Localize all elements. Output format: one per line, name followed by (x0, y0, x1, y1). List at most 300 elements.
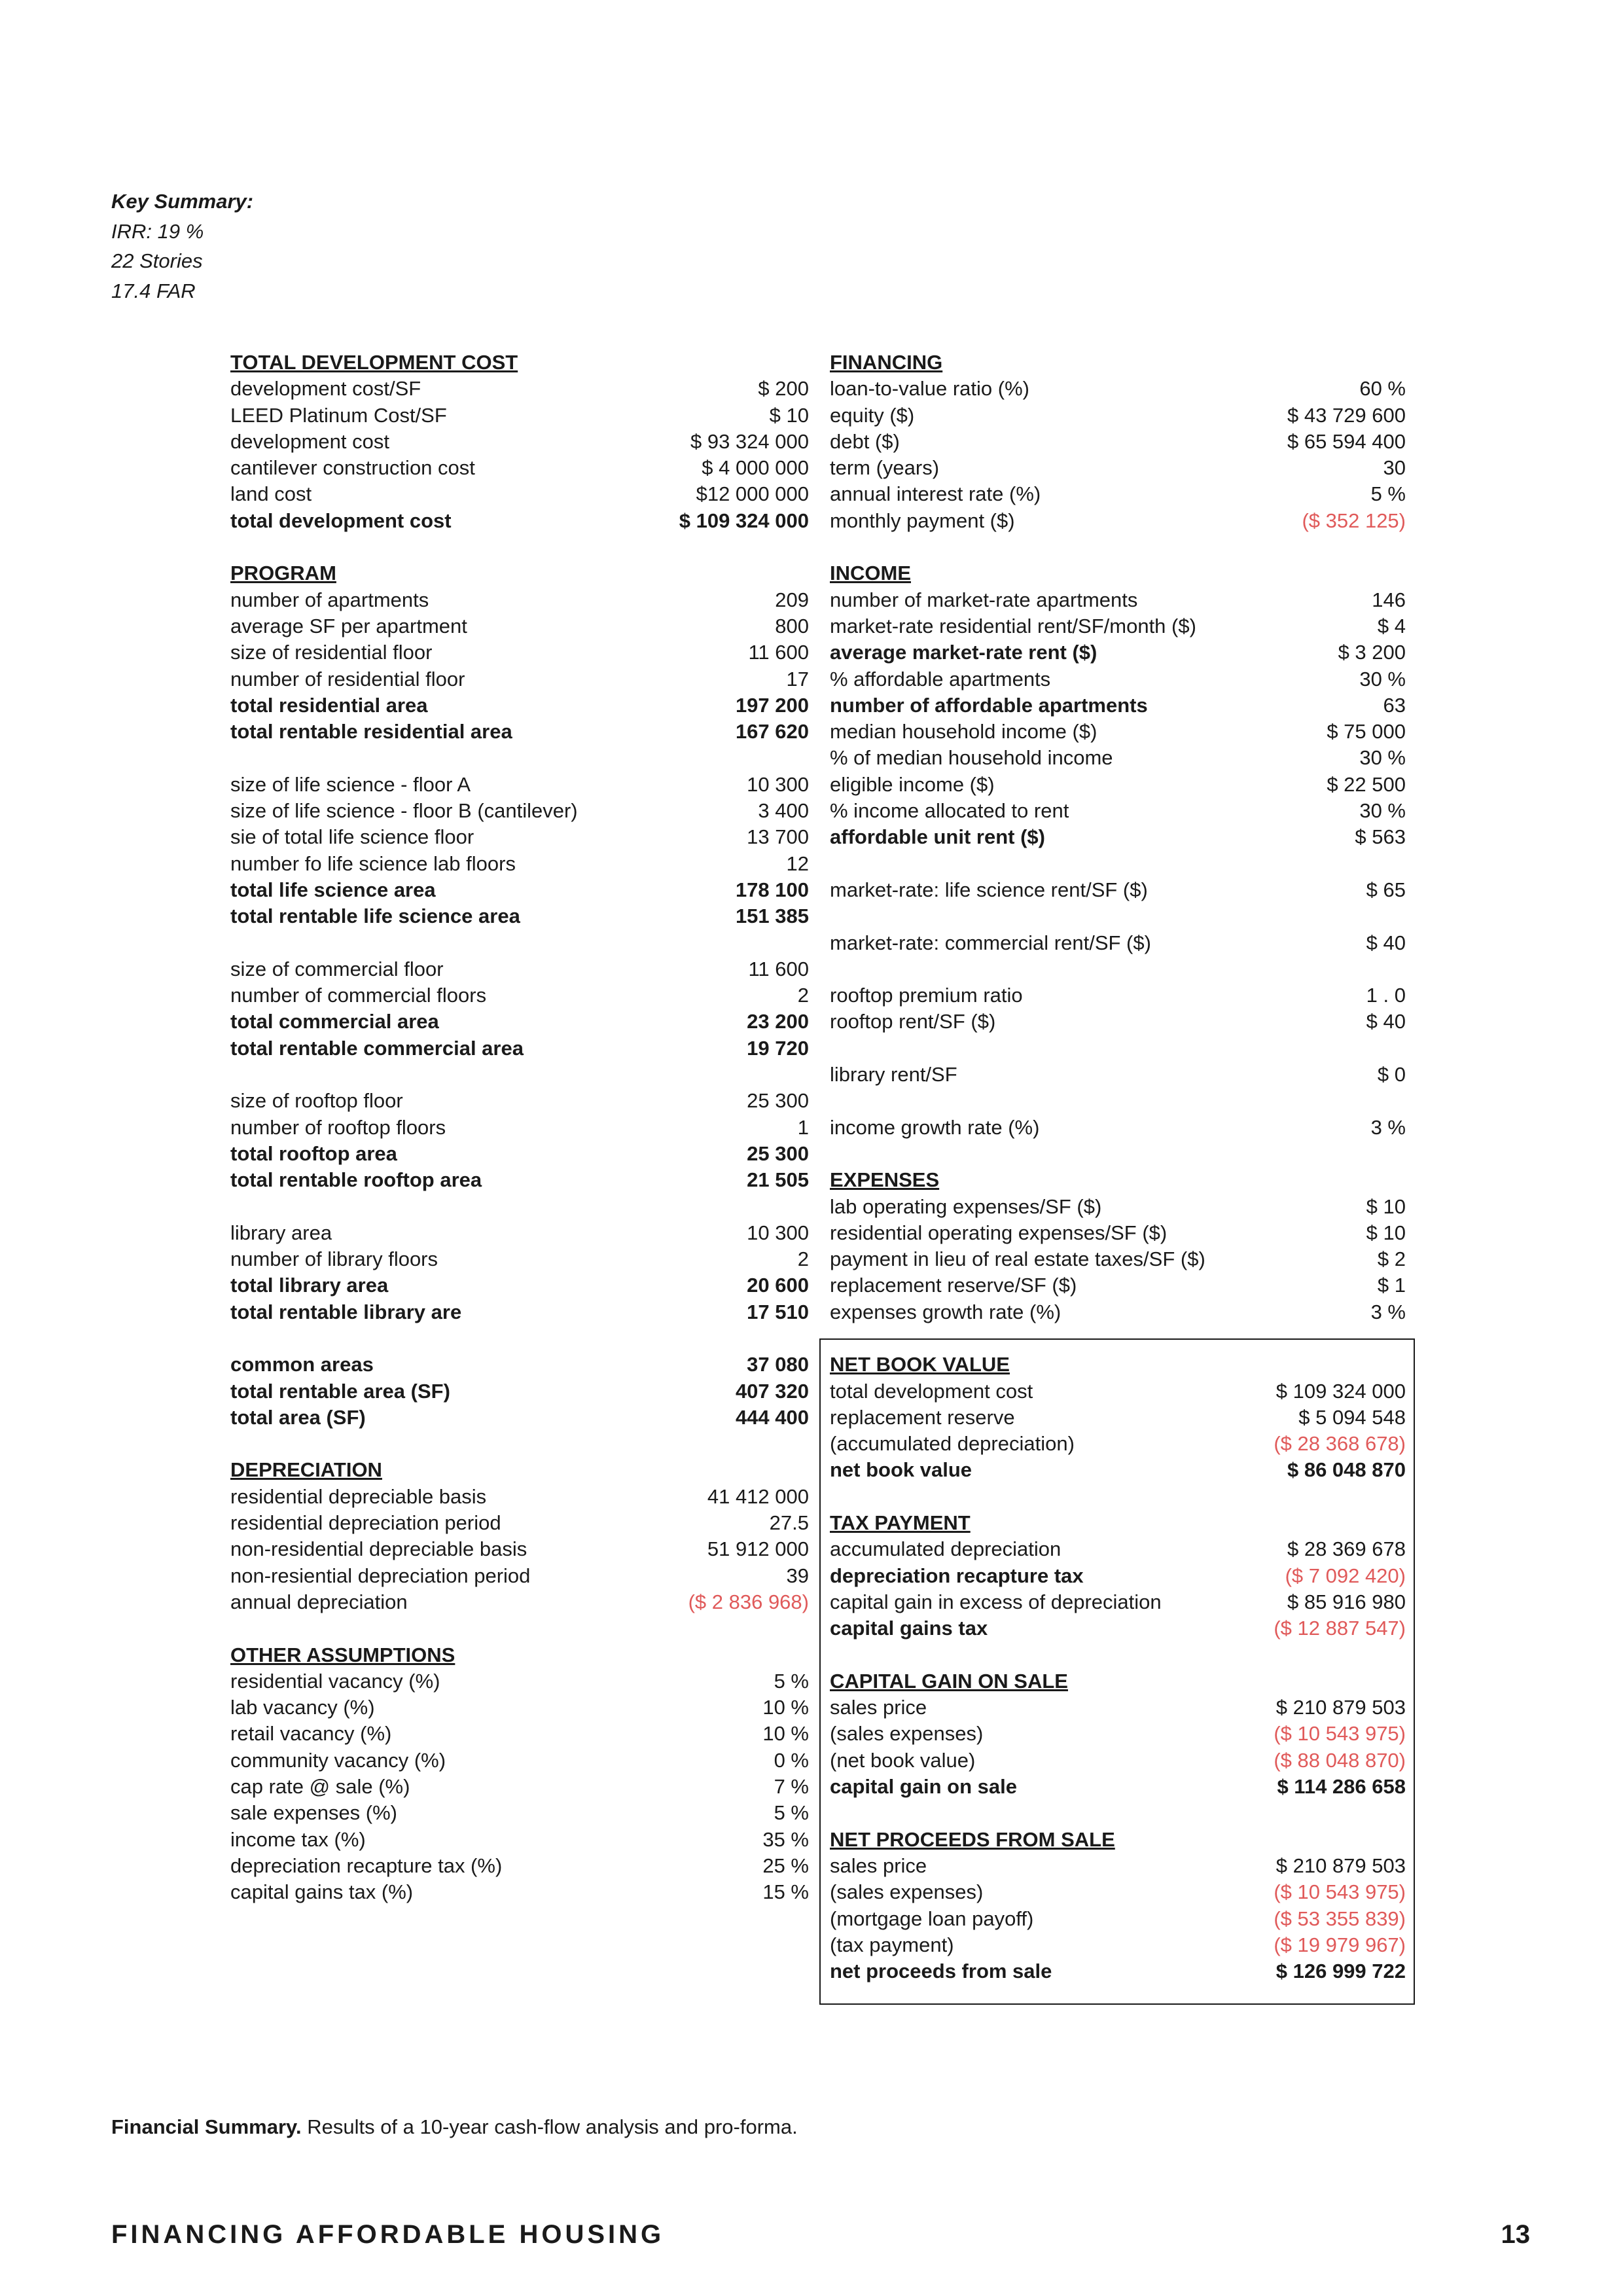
total-row (830, 1563, 1406, 1589)
data-row (230, 1536, 809, 1562)
total-row (230, 508, 809, 534)
data-row (830, 508, 1406, 534)
data-row (230, 851, 809, 877)
row-label: market-rate residential rent/SF/month ($) (830, 614, 1196, 637)
row-label: sales price (830, 1854, 927, 1877)
row-label: total residential area (230, 693, 428, 717)
data-row (830, 403, 1406, 429)
row-value: 51 912 000 (707, 1537, 809, 1561)
row-value: $ 1 (1377, 1274, 1406, 1297)
caption-bold: Financial Summary. (111, 2115, 302, 2138)
row-label: rooftop rent/SF ($) (830, 1010, 996, 1033)
row-value: $ 10 (769, 403, 809, 427)
row-label: loan-to-value ratio (%) (830, 377, 1029, 401)
row-value: 17 (786, 667, 809, 691)
spacer (230, 1431, 809, 1457)
row-value: $ 40 (1366, 1010, 1406, 1033)
spacer (830, 1800, 1406, 1826)
row-value: ($ 53 355 839) (1274, 1907, 1406, 1930)
row-label: size of residential floor (230, 641, 433, 664)
section-heading (230, 1642, 809, 1668)
spacer (230, 930, 809, 956)
row-label: capital gain in excess of depreciation (830, 1590, 1162, 1613)
data-row (230, 1589, 809, 1615)
row-value: 17 510 (747, 1300, 809, 1323)
key-summary-line: 22 Stories (111, 249, 203, 272)
row-label: capital gain on sale (830, 1775, 1017, 1799)
row-value: 5 % (774, 1801, 809, 1825)
data-row (830, 376, 1406, 402)
row-value: ($ 12 887 547) (1274, 1617, 1406, 1640)
right-column (830, 350, 1406, 1984)
data-row (830, 982, 1406, 1009)
section-heading-label: TAX PAYMENT (830, 1511, 971, 1535)
spacer (230, 534, 809, 560)
row-label: income tax (%) (230, 1827, 366, 1851)
row-label: depreciation recapture tax (830, 1564, 1084, 1587)
data-row (830, 1009, 1406, 1035)
figure-caption (111, 2115, 798, 2139)
key-summary-line: IRR: 19 % (111, 219, 204, 243)
row-label: % income allocated to rent (830, 799, 1069, 823)
data-row (830, 1194, 1406, 1220)
row-label: lab vacancy (%) (230, 1696, 375, 1719)
row-value: 41 412 000 (707, 1484, 809, 1508)
data-row (230, 1510, 809, 1536)
row-label: residential operating expenses/SF ($) (830, 1221, 1168, 1244)
section-heading (830, 1352, 1406, 1378)
data-row (830, 930, 1406, 956)
row-value: $ 86 048 870 (1287, 1458, 1406, 1482)
row-value: 35 % (762, 1827, 809, 1851)
row-label: residential vacancy (%) (230, 1669, 440, 1693)
data-row (230, 1668, 809, 1695)
row-value: 10 300 (747, 772, 809, 796)
row-label: monthly payment ($) (830, 509, 1015, 532)
section-heading-label: FINANCING (830, 351, 943, 374)
row-label: (mortgage loan payoff) (830, 1907, 1034, 1930)
row-label: annual interest rate (%) (830, 482, 1041, 506)
row-label: size of commercial floor (230, 957, 444, 980)
total-row (230, 903, 809, 929)
row-label: (tax payment) (830, 1933, 954, 1956)
data-row (830, 745, 1406, 771)
section-heading (830, 1510, 1406, 1536)
row-value: ($ 10 543 975) (1274, 1722, 1406, 1746)
data-row (230, 1721, 809, 1747)
row-label: size of life science - floor A (230, 772, 471, 796)
row-label: payment in lieu of real estate taxes/SF ($) (830, 1247, 1205, 1271)
row-label: non-resiential depreciation period (230, 1564, 531, 1587)
row-label: expenses growth rate (%) (830, 1300, 1061, 1323)
row-value: $ 210 879 503 (1275, 1854, 1406, 1877)
row-value: $ 4 (1377, 614, 1406, 637)
total-row (230, 1272, 809, 1299)
row-value: 209 (775, 588, 809, 611)
row-value: 25 300 (747, 1089, 809, 1113)
row-label: total rooftop area (230, 1141, 397, 1165)
row-label: cantilever construction cost (230, 456, 475, 480)
row-value: 7 % (774, 1775, 809, 1799)
row-value: $ 93 324 000 (690, 429, 809, 453)
spacer (830, 1035, 1406, 1062)
row-label: non-residential depreciable basis (230, 1537, 527, 1561)
section-heading-label: TOTAL DEVELOPMENT COST (230, 351, 518, 374)
row-value: 63 (1383, 693, 1406, 717)
data-row (830, 1062, 1406, 1088)
row-label: total rentable residential area (230, 720, 512, 744)
row-label: number of library floors (230, 1247, 438, 1271)
data-row (830, 772, 1406, 798)
row-label: number of apartments (230, 588, 429, 611)
page-number: 13 (1501, 2220, 1530, 2249)
row-value: 37 080 (747, 1353, 809, 1376)
row-value: 10 % (762, 1722, 809, 1746)
spacer (230, 745, 809, 771)
row-label: market-rate: commercial rent/SF ($) (830, 931, 1151, 954)
section-heading-label: OTHER ASSUMPTIONS (230, 1643, 455, 1666)
row-label: replacement reserve (830, 1405, 1015, 1429)
row-label: total rentable life science area (230, 905, 520, 928)
row-value: 444 400 (735, 1405, 809, 1429)
row-value: $ 109 324 000 (1275, 1379, 1406, 1403)
row-value: ($ 88 048 870) (1274, 1748, 1406, 1772)
data-row (830, 1853, 1406, 1879)
row-value: $ 85 916 980 (1287, 1590, 1406, 1613)
data-row (830, 877, 1406, 903)
spacer (830, 1088, 1406, 1114)
row-value: 167 620 (735, 720, 809, 744)
spacer (230, 1062, 809, 1088)
row-label: size of life science - floor B (cantilever) (230, 799, 578, 823)
row-label: common areas (230, 1353, 374, 1376)
row-value: 197 200 (735, 693, 809, 717)
row-label: (accumulated depreciation) (830, 1432, 1075, 1456)
total-row (230, 1167, 809, 1193)
row-label: income growth rate (%) (830, 1115, 1040, 1139)
row-value: $ 5 094 548 (1298, 1405, 1406, 1429)
data-row (230, 956, 809, 982)
row-label: total life science area (230, 878, 436, 901)
row-label: total rentable commercial area (230, 1036, 524, 1060)
data-row (830, 1589, 1406, 1615)
row-value: $ 4 000 000 (702, 456, 809, 480)
row-label: total development cost (230, 509, 452, 532)
row-value: 10 300 (747, 1221, 809, 1244)
total-row (830, 1774, 1406, 1800)
spacer (830, 534, 1406, 560)
row-label: development cost (230, 429, 389, 453)
row-label: number of rooftop floors (230, 1115, 446, 1139)
row-value: 11 600 (748, 957, 809, 980)
total-row (830, 1457, 1406, 1483)
row-value: 5 % (774, 1669, 809, 1693)
key-summary-title: Key Summary: (111, 190, 254, 213)
total-row (230, 1378, 809, 1405)
row-label: total area (SF) (230, 1405, 366, 1429)
data-row (230, 1695, 809, 1721)
row-value: ($ 10 543 975) (1274, 1880, 1406, 1904)
row-value: $ 109 324 000 (679, 509, 809, 532)
data-row (830, 1246, 1406, 1272)
row-value: 146 (1372, 588, 1406, 611)
row-label: number of affordable apartments (830, 693, 1148, 717)
spacer (830, 851, 1406, 877)
row-label: median household income ($) (830, 720, 1097, 744)
row-value: ($ 352 125) (1302, 509, 1406, 532)
spacer (230, 1615, 809, 1641)
data-row (230, 403, 809, 429)
row-value: $ 10 (1366, 1221, 1406, 1244)
row-value: $ 22 500 (1327, 772, 1406, 796)
row-label: lab operating expenses/SF ($) (830, 1194, 1102, 1218)
spacer (830, 1642, 1406, 1668)
row-label: size of rooftop floor (230, 1089, 403, 1113)
row-value: 27.5 (769, 1511, 809, 1535)
row-label: % of median household income (830, 746, 1113, 770)
row-value: 19 720 (747, 1036, 809, 1060)
section-heading-label: NET PROCEEDS FROM SALE (830, 1827, 1115, 1851)
row-label: % affordable apartments (830, 667, 1051, 691)
row-value: 30 % (1359, 667, 1406, 691)
row-label: replacement reserve/SF ($) (830, 1274, 1077, 1297)
row-value: $ 3 200 (1338, 641, 1406, 664)
data-row (230, 1748, 809, 1774)
data-row (830, 587, 1406, 613)
row-label: sales price (830, 1696, 927, 1719)
row-value: 39 (786, 1564, 809, 1587)
row-label: average SF per apartment (230, 614, 467, 637)
total-row (230, 1299, 809, 1325)
row-label: (sales expenses) (830, 1880, 984, 1904)
data-row (230, 1088, 809, 1114)
data-row (230, 1827, 809, 1853)
row-label: total library area (230, 1274, 389, 1297)
row-value: ($ 7 092 420) (1285, 1564, 1406, 1587)
row-value: $ 126 999 722 (1275, 1960, 1406, 1983)
row-value: $ 43 729 600 (1287, 403, 1406, 427)
row-label: number of commercial floors (230, 984, 487, 1007)
section-heading-label: DEPRECIATION (230, 1458, 382, 1482)
row-label: capital gains tax (830, 1617, 988, 1640)
row-value: 800 (775, 614, 809, 637)
row-label: (sales expenses) (830, 1722, 984, 1746)
data-row (830, 481, 1406, 507)
row-label: number of residential floor (230, 667, 465, 691)
data-row (230, 824, 809, 850)
row-label: market-rate: life science rent/SF ($) (830, 878, 1148, 901)
row-value: ($ 28 368 678) (1274, 1432, 1406, 1456)
row-value: 25 300 (747, 1141, 809, 1165)
row-label: development cost/SF (230, 377, 421, 401)
row-value: 2 (797, 1247, 809, 1271)
row-label: community vacancy (%) (230, 1748, 446, 1772)
row-value: $ 0 (1377, 1063, 1406, 1086)
data-row (830, 1272, 1406, 1299)
data-row (230, 455, 809, 481)
data-row (230, 1220, 809, 1246)
row-label: residential depreciable basis (230, 1484, 487, 1508)
row-value: 407 320 (735, 1379, 809, 1403)
total-row (230, 1141, 809, 1167)
row-label: (net book value) (830, 1748, 976, 1772)
row-label: net book value (830, 1458, 972, 1482)
data-row (830, 1695, 1406, 1721)
data-row (830, 429, 1406, 455)
data-row (830, 1748, 1406, 1774)
row-label: total rentable rooftop area (230, 1168, 482, 1192)
data-row (230, 1563, 809, 1589)
data-row (230, 429, 809, 455)
spacer (230, 1325, 809, 1352)
row-value: 25 % (762, 1854, 809, 1877)
row-label: equity ($) (830, 403, 915, 427)
row-value: ($ 2 836 968) (688, 1590, 809, 1613)
total-row (830, 1615, 1406, 1641)
row-label: number of market-rate apartments (830, 588, 1138, 611)
section-heading (830, 1167, 1406, 1193)
row-value: 3 400 (758, 799, 809, 823)
section-heading (830, 350, 1406, 376)
row-label: rooftop premium ratio (830, 984, 1023, 1007)
row-value: $ 65 (1366, 878, 1406, 901)
data-row (230, 1879, 809, 1905)
total-row (230, 1405, 809, 1431)
total-row (830, 1958, 1406, 1984)
row-value: $ 40 (1366, 931, 1406, 954)
total-row (230, 1352, 809, 1378)
row-value: $ 28 369 678 (1287, 1537, 1406, 1561)
row-value: 0 % (774, 1748, 809, 1772)
row-value: 178 100 (735, 878, 809, 901)
row-label: retail vacancy (%) (230, 1722, 392, 1746)
total-row (830, 692, 1406, 719)
total-row (830, 639, 1406, 666)
row-value: $ 2 (1377, 1247, 1406, 1271)
data-row (830, 455, 1406, 481)
section-heading-label: PROGRAM (230, 562, 336, 585)
row-label: total development cost (830, 1379, 1033, 1403)
row-label: accumulated depreciation (830, 1537, 1061, 1561)
total-row (230, 1035, 809, 1062)
left-column (230, 350, 809, 1906)
data-row (830, 1299, 1406, 1325)
data-row (830, 666, 1406, 692)
data-row (830, 1879, 1406, 1905)
row-value: $ 200 (758, 377, 809, 401)
row-label: depreciation recapture tax (%) (230, 1854, 503, 1877)
data-row (830, 1405, 1406, 1431)
row-value: 21 505 (747, 1168, 809, 1192)
section-heading (230, 1457, 809, 1483)
section-heading (830, 1668, 1406, 1695)
row-label: sie of total life science floor (230, 825, 474, 849)
total-row (230, 1009, 809, 1035)
spacer (830, 1484, 1406, 1510)
section-heading-label: EXPENSES (830, 1168, 940, 1192)
spacer (230, 1194, 809, 1220)
section-heading-label: INCOME (830, 562, 911, 585)
key-summary-line: 17.4 FAR (111, 279, 196, 302)
data-row (830, 1721, 1406, 1747)
row-value: 13 700 (747, 825, 809, 849)
data-row (230, 1774, 809, 1800)
row-label: number fo life science lab floors (230, 852, 516, 875)
section-heading-label: NET BOOK VALUE (830, 1353, 1010, 1376)
total-row (230, 692, 809, 719)
row-value: 11 600 (748, 641, 809, 664)
data-row (230, 613, 809, 639)
row-label: LEED Platinum Cost/SF (230, 403, 447, 427)
row-value: 3 % (1370, 1115, 1406, 1139)
data-row (230, 1800, 809, 1826)
spacer (830, 1141, 1406, 1167)
row-value: 3 % (1370, 1300, 1406, 1323)
footer-title: FINANCING AFFORDABLE HOUSING (111, 2220, 665, 2249)
data-row (230, 376, 809, 402)
row-label: annual depreciation (230, 1590, 408, 1613)
data-row (830, 1536, 1406, 1562)
row-value: $ 65 594 400 (1287, 429, 1406, 453)
spacer (830, 903, 1406, 929)
row-value: $ 114 286 658 (1277, 1775, 1406, 1799)
data-row (830, 1932, 1406, 1958)
row-value: 2 (797, 984, 809, 1007)
row-label: total rentable library are (230, 1300, 462, 1323)
row-value: 60 % (1359, 377, 1406, 401)
data-row (830, 613, 1406, 639)
row-label: total commercial area (230, 1010, 439, 1033)
row-label: net proceeds from sale (830, 1960, 1052, 1983)
data-row (230, 798, 809, 824)
row-value: $ 10 (1366, 1194, 1406, 1218)
row-label: term (years) (830, 456, 940, 480)
data-row (230, 639, 809, 666)
section-heading (230, 350, 809, 376)
row-value: 10 % (762, 1696, 809, 1719)
data-row (830, 1906, 1406, 1932)
data-row (230, 982, 809, 1009)
data-row (830, 719, 1406, 745)
data-row (230, 1115, 809, 1141)
row-label: library area (230, 1221, 332, 1244)
row-label: library rent/SF (830, 1063, 957, 1086)
row-value: 30 (1383, 456, 1406, 480)
row-label: average market-rate rent ($) (830, 641, 1097, 664)
data-row (830, 1378, 1406, 1405)
data-row (830, 798, 1406, 824)
row-value: 151 385 (735, 905, 809, 928)
row-value: 23 200 (747, 1010, 809, 1033)
row-value: 1 (797, 1115, 809, 1139)
row-label: affordable unit rent ($) (830, 825, 1045, 849)
data-row (230, 666, 809, 692)
row-value: $ 75 000 (1327, 720, 1406, 744)
data-row (230, 772, 809, 798)
row-label: debt ($) (830, 429, 900, 453)
row-value: 30 % (1359, 746, 1406, 770)
key-summary (111, 187, 253, 306)
row-label: eligible income ($) (830, 772, 995, 796)
data-row (230, 587, 809, 613)
data-row (830, 1115, 1406, 1141)
row-value: ($ 19 979 967) (1274, 1933, 1406, 1956)
row-label: land cost (230, 482, 312, 506)
row-value: 20 600 (747, 1274, 809, 1297)
data-row (830, 1431, 1406, 1457)
total-row (230, 719, 809, 745)
row-value: 30 % (1359, 799, 1406, 823)
